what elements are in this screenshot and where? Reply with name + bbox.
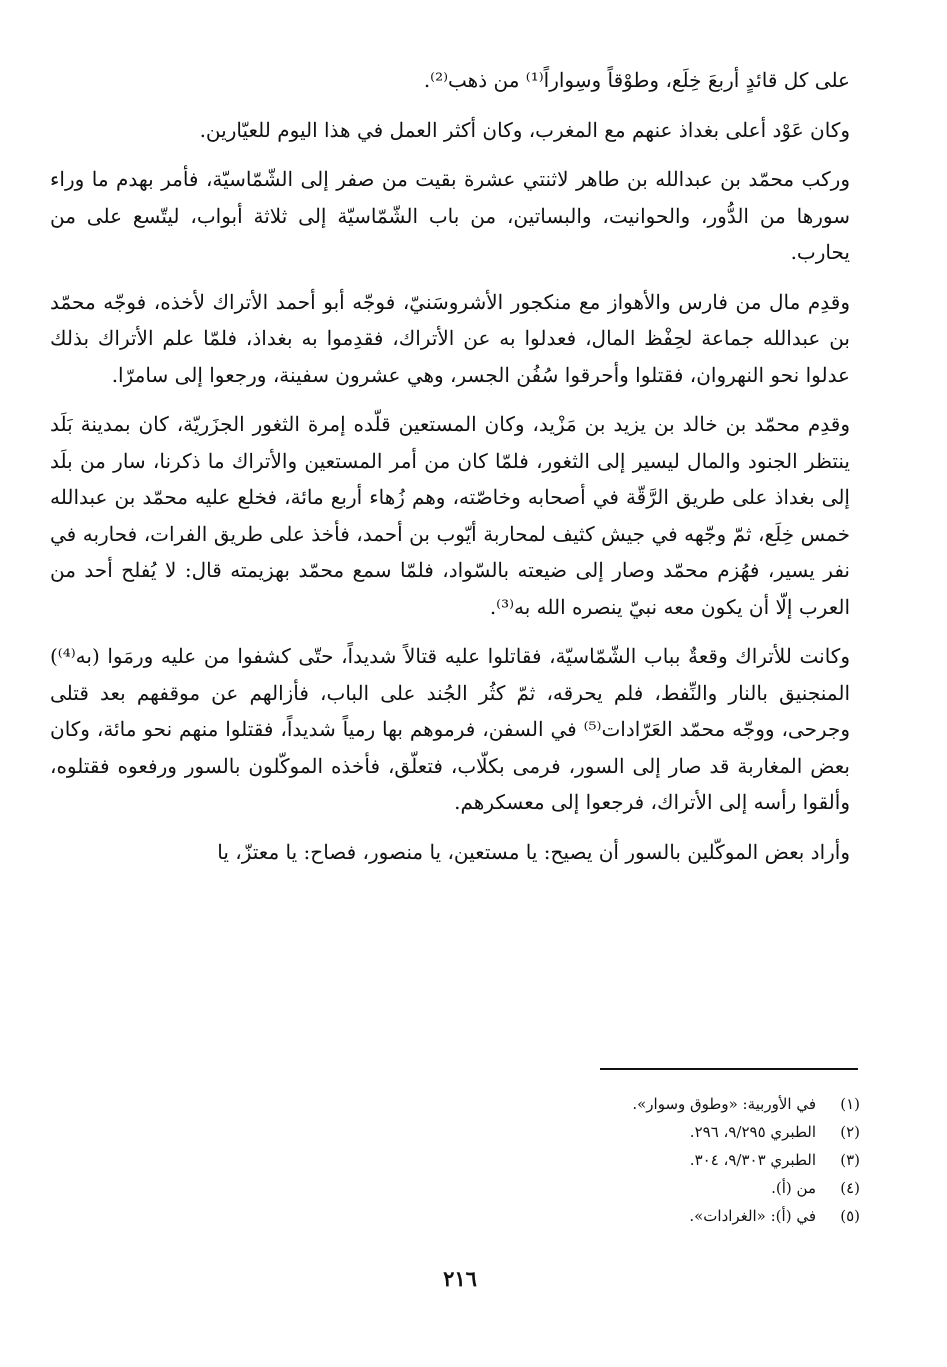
paragraph-1: على كل قائدٍ أربعَ خِلَع، وطوْقاً وسِواراً⁽¹⁾ من ذهب⁽²⁾. <box>423 68 850 92</box>
footnote-text: الطبري ٩/٢٩٥، ٢٩٦. <box>689 1123 816 1141</box>
paragraph-7: وأراد بعض الموكّلين بالسور أن يصيح: يا مستعين، يا منصور، فصاح: يا معتزّ، يا <box>217 839 850 864</box>
footnote-number: (٣) <box>840 1151 860 1169</box>
footnote-4 <box>430 1174 860 1202</box>
footnote-number: (٢) <box>840 1123 860 1141</box>
paragraph-4: وقدِم مال من فارس والأهواز مع منكجور الأشروسَنيّ، فوجّه أبو أحمد الأتراك لأخذه، فوجّه محمّد بن عبدالله جماعة لحِفْظ المال، فعدلوا به عن الأتراك، فقدِموا به بغداذ، فلمّا علم الأتراك بذلك عدلوا نحو النهروان، فقتلوا وأحرقوا سُفُن الجسر، وهي عشرون سفينة، ورجعوا إلى سامرّا. <box>50 289 850 387</box>
page-number: ٢١٦ <box>443 1266 477 1291</box>
footnote-5 <box>430 1202 860 1230</box>
footnote-divider <box>600 1068 858 1070</box>
footnote-text: الطبري ٩/٣٠٣، ٣٠٤. <box>689 1151 816 1169</box>
footnote-number: (٥) <box>840 1207 860 1225</box>
main-text <box>50 62 850 883</box>
footnote-text: في الأوربية: «وطوق وسوار». <box>632 1095 816 1113</box>
paragraph-5: وقدِم محمّد بن خالد بن يزيد بن مَزْيد، وكان المستعين قلّده إمرة الثغور الجزَريّة، كان بمدينة بَلَد ينتظر الجنود والمال ليسير إلى الثغور، فلمّا كان من أمر المستعين والأتراك ما ذكرنا، سار من بلَد إلى بغداذ على طريق الرَّقّة في أصحابه وخاصّته، وهم زُهاء أربع مائة، فخلع عليه محمّد بن عبدالله خمس خِلَع، ثمّ وجّهه في جيش كثيف لمحاربة أيّوب بن أحمد، فأخذ على طريق الفرات، فحاربه في نفر يسير، فهُزم محمّد وصار إلى ضيعته بالسّواد، فلمّا سمع محمّد بهزيمته قال: لا يُفلح أحد من العرب إلّا أن يكون معه نبيّ ينصره الله به⁽³⁾. <box>50 412 850 619</box>
paragraph-6: وكانت للأتراك وقعةٌ بباب الشّمّاسيّة، فقاتلوا عليه قتالاً شديداً، حتّى كشفوا من عليه ورمَوا (به⁽⁴⁾) المنجنيق بالنار والنِّفط، فلم يحرقه، ثمّ كثُر الجُند على الباب، فأزالهم عن موقفهم بعد قتلى وجرحى، ووجّه محمّد العَرّادات⁽⁵⁾ في السفن، فرموهم بها رمياً شديداً، فقتلوا منهم نحو مائة، وكان بعض المغاربة قد صار إلى السور، فرمى بكلّاب، فتعلّق، فأخذه الموكّلون بالسور ورفعوه فقتلوه، وألقوا رأسه إلى الأتراك، فرجعوا إلى معسكرهم. <box>50 644 850 814</box>
paragraph-3: وركب محمّد بن عبدالله بن طاهر لاثنتي عشرة بقيت من صفر إلى الشّمّاسيّة، فأمر بهدم ما وراء سورها من الدُّور، والحوانيت، والبساتين، من باب الشّمّاسيّة إلى ثلاثة أبواب، ليتّسع على من يحارب. <box>50 167 850 264</box>
footnotes <box>430 1090 860 1230</box>
footnote-number: (٤) <box>840 1179 860 1197</box>
footnote-text: من (أ). <box>771 1179 816 1197</box>
footnote-2 <box>430 1118 860 1146</box>
footnote-text: في (أ): «الغرادات». <box>689 1207 816 1225</box>
footnote-1 <box>430 1090 860 1118</box>
footnote-number: (١) <box>840 1095 860 1113</box>
footnote-3 <box>430 1146 860 1174</box>
paragraph-2: وكان عَوْد أعلى بغداذ عنهم مع المغرب، وكان أكثر العمل في هذا اليوم للعيّارين. <box>199 117 850 142</box>
